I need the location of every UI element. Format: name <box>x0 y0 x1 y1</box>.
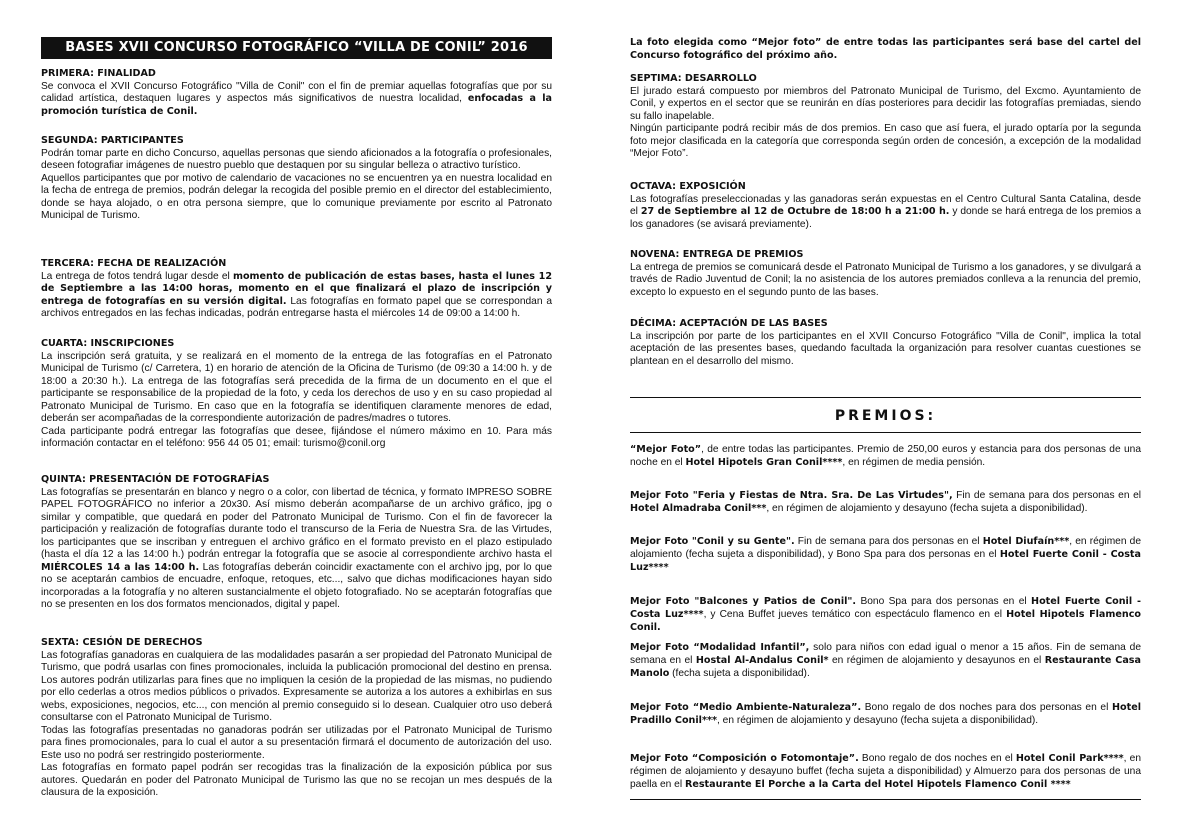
prize-run-bold: Mejor Foto “Medio Ambiente-Naturaleza”. <box>630 702 862 713</box>
prize-run-text: Fin de semana para dos personas en el <box>794 536 983 547</box>
section-heading: CUARTA: INSCRIPCIONES <box>41 338 175 349</box>
prize-item <box>630 641 1141 680</box>
paragraph-run-text: La entrega de fotos tendrá lugar desde el <box>41 270 233 282</box>
section-tercera <box>41 258 552 321</box>
prize-run-text: en régimen de alojamiento y desayunos en el <box>828 655 1045 666</box>
paragraph-run-bold: 27 de Septiembre al 12 de Octubre de 18:00 h a 21:00 h. <box>640 206 950 217</box>
paragraph-run-text: Las fotografías preseleccionadas y las ganadoras serán expuestas en el Centro Cultural Santa Catalina, desde el <box>630 193 1141 217</box>
prize-run-bold: Hotel Conil Park**** <box>1015 753 1124 764</box>
section-sexta <box>41 637 552 800</box>
section-heading: NOVENA: ENTREGA DE PREMIOS <box>630 249 804 260</box>
prize-run-bold: Restaurante Casa Manolo <box>630 655 1141 679</box>
section-paragraph <box>41 487 552 612</box>
prize-run-bold: Mejor Foto "Balcones y Patios de Conil". <box>630 596 857 607</box>
paragraph-run-text: Ningún participante podrá recibir más de dos premios. En caso que así fuera, el jurado optaría por la segunda foto mejor clasificada en la categoría que corresponda según orden de concesión, a excepción de la modalidad “Mejor Foto”. <box>630 123 1141 159</box>
paragraph-run-bold: enfocadas a la promoción turística de Conil. <box>41 93 553 117</box>
paragraph-run-text: Las fotografías ganadoras en cualquiera de las modalidades pasarán a ser propiedad del Patronato Municipal de Turismo, que podrá usarlas con fines promocionales, incluida la publicación promocional del destino en prensa. Los autores podrán utilizarlas para fines que no impliquen la cesión de la propiedad de las mismas, no pudiendo por ello cederlas a otros medios públicos o privados. Expresamente se autoriza a los autores a exhibirlas en sus webs, exposiciones, negocios, etc..., con mención al premio conseguido si lo desean. Cualquier otro uso deberá consultarse con el Patronato Municipal de Turismo. <box>41 649 552 723</box>
prize-run-text: , en régimen de alojamiento y desayuno (fecha sujeta a disponibilidad). <box>717 715 1039 726</box>
prize-run-text: , y Cena Buffet jueves temático con espectáculo flamenco en el <box>703 609 1007 620</box>
paragraph-run-text: Las fotografías en formato papel podrán ser recogidas tras la finalización de la exposición pública por sus autores. Quedarán en poder del Patronato Municipal de Turismo las que no se recojan un mes después de la clausura de la exposición. <box>41 762 552 798</box>
section-paragraph <box>41 426 552 451</box>
section-paragraph <box>41 148 552 173</box>
section-heading: TERCERA: FECHA DE REALIZACIÓN <box>41 258 227 269</box>
section-paragraph <box>41 650 552 725</box>
prize-run-text: (fecha sujeta a disponibilidad). <box>669 668 810 679</box>
prize-run-bold: Hotel Hipotels Flamenco Conil. <box>630 609 1141 633</box>
prize-run-bold: Mejor Foto “Modalidad Infantil”, <box>630 642 810 653</box>
section-paragraph <box>41 762 552 800</box>
section-primera <box>41 68 552 118</box>
paragraph-run-bold: MIÉRCOLES 14 a las 14:00 h. <box>41 561 200 573</box>
prize-item <box>630 535 1141 574</box>
document-title: BASES XVII CONCURSO FOTOGRÁFICO “VILLA DE CONIL” 2016 <box>41 37 552 59</box>
prize-run-bold: Hotel Fuerte Conil - Costa Luz**** <box>630 596 1141 620</box>
paragraph-run-text: Se convoca el XVII Concurso Fotográfico "Villa de Conil" con el fin de premiar aquellas fotografías que por su calidad artística, destaquen lugares y aspectos más significativos de nuestra localidad, <box>41 80 552 104</box>
section-paragraph <box>630 194 1141 232</box>
prize-item <box>630 489 1141 515</box>
section-heading: SEXTA: CESIÓN DE DERECHOS <box>41 637 203 648</box>
section-paragraph <box>630 37 1141 62</box>
prize-run-bold: Hotel Diufaín*** <box>982 536 1070 547</box>
prize-run-bold: Hotel Hipotels Gran Conil**** <box>685 457 843 468</box>
prize-run-text: Fin de semana para dos personas en el <box>952 490 1141 501</box>
section-cuarta <box>41 338 552 451</box>
paragraph-run-text: Aquellos participantes que por motivo de calendario de vacaciones no se encuentren ya en nuestra localidad en la fecha de entrega de premios, podrán delegar la recogida del posible premio en el director del establecimiento, donde se haya alojado, o en otra persona siempre, que lo comunique previamente por escrito al Patronato Municipal de Turismo. <box>41 172 552 221</box>
paragraph-run-text: Las fotografías en formato papel que se correspondan a archivos entregados en las fechas indicadas, podrán entregarse hasta el miércoles 14 de 09:00 a 14:00 h. <box>41 295 552 319</box>
paragraph-run-text: Todas las fotografías presentadas no ganadoras podrán ser utilizadas por el Patronato Municipal de Turismo para fines promocionales, para lo cual el autor a su presentación firmará el documento de autorización del uso. Este uso no podrá ser restringido posteriormente. <box>41 724 552 761</box>
section-paragraph <box>41 81 552 119</box>
divider-bottom <box>630 799 1141 800</box>
premios-heading: PREMIOS: <box>834 408 937 424</box>
paragraph-run-text: Podrán tomar parte en dicho Concurso, aquellas personas que siendo aficionados a la fotografía o profesionales, deseen fotografiar imágenes de nuestro pueblo que destaquen por su singular belleza o atractivo turístico. <box>41 147 552 171</box>
paragraph-run-text: La inscripción por parte de los participantes en el XVII Concurso Fotográfico "Villa de Conil", implica la total aceptación de las presentes bases, quedando facultada la organización para resolver cuantas cuestiones se plantean en el desarrollo del mismo. <box>630 330 1141 367</box>
section-paragraph <box>630 123 1141 161</box>
prize-item <box>630 443 1141 469</box>
prize-run-text: Bono regalo de dos noches para dos personas en el <box>861 702 1112 713</box>
section-octava <box>630 181 1141 231</box>
paragraph-run-text: Las fotografías deberán coincidir exactamente con el archivo jpg, por lo que no se aceptarán cambios de encuadre, enfoque, retoques, etc..., salvo que dichas modificaciones hayan sido incorporadas a la fotografía y no alteren sustancialmente el objeto fotografiado. No se aceptarán fotografías que no se presenten en los dos formatos mencionados, digital y papel. <box>41 561 552 610</box>
paragraph-run-bold: momento de publicación de estas bases, hasta el lunes 12 de Septiembre a las 14:00 horas, momento en el que finalizará el plazo de inscripción y entrega de fotografías en su versión digital. <box>41 270 552 307</box>
paragraph-run-text: El jurado estará compuesto por miembros del Patronato Municipal de Turismo, del Excmo. Ayuntamiento de Conil, y expertos en el sector que se reunirán en días posteriores para decidir las fotografías premiadas, siendo su fallo inapelable. <box>630 85 1141 122</box>
paragraph-run-text: Cada participante podrá entregar las fotografías que desee, fijándose el número máximo en 10. Para más información contactar en el teléfono: 956 44 05 01; email: turismo@conil.org <box>41 425 552 449</box>
prize-run-bold: Restaurante El Porche a la Carta del Hotel Hipotels Flamenco Conil **** <box>684 779 1071 790</box>
paragraph-run-text: Las fotografías se presentarán en blanco y negro o a color, con libertad de técnica, y formato IMPRESO SOBRE PAPEL FOTOGRÁFICO no inferior a 20x30. Así mismo deberán acompañarse de un archivo gráfico, jpg o similar y compatible, que quedará en poder del Patronato Municipal de Turismo. Con el fin de favorecer la participación y realización de fotografías durante todo el transcurso de la Feria de Nuestra Sra. de las Virtudes, los participantes que se inscriban y entreguen el archivo gráfico en el formato previsto en el plazo estipulado (hasta el día 12 a las 14:00 h.) podrán entregar la fotografía que se asocie al correspondiente archivo hasta el <box>41 486 552 560</box>
prize-run-bold: Hotel Pradillo Conil*** <box>630 702 1141 726</box>
prize-run-text: , en régimen de media pensión. <box>842 457 986 468</box>
section-decima <box>630 318 1141 368</box>
section-paragraph <box>41 173 552 223</box>
divider-top <box>630 397 1141 398</box>
prize-run-text: solo para niños con edad igual o menor a 15 años. Fin de semana de semana en el <box>630 642 1141 666</box>
prize-run-text: Bono regalo de dos noches en el <box>858 753 1016 764</box>
section-heading: SEPTIMA: DESARROLLO <box>630 73 757 84</box>
divider-premios <box>630 432 1141 433</box>
paragraph-run-text: La entrega de premios se comunicará desde el Patronato Municipal de Turismo a los ganadores, y se divulgará a través de Radio Juventud de Conil; la no asistencia de los autores premiados conlleva a la renuncia del premio, excepto lo expuesto en el segundo punto de las bases. <box>630 261 1141 298</box>
prize-run-text: , en régimen de alojamiento (fecha sujeta a disponibilidad), y Bono Spa para dos personas en el <box>630 536 1141 560</box>
prize-run-bold: Mejor Foto “Composición o Fotomontaje”. <box>630 753 859 764</box>
paragraph-run-text: La inscripción será gratuita, y se realizará en el momento de la entrega de las fotografías en el Patronato Municipal de Turismo (c/ Carretera, 1) en horario de atención de la Oficina de Turismo (de 09:30 a 14:00 h. y de 18:00 a 20:30 h.). La entrega de las fotografías será precedida de la firma de un documento en el que el participante se responsabilice de la propiedad de la foto, y ceda los derechos de uso y en su caso propiedad al Patronato Municipal de Turismo. En caso que en la fotografía se identifiquen claramente menores de edad, deberán ser acompañadas de la correspondiente autorización de padres/madres o tutores. <box>41 350 552 424</box>
prize-item <box>630 701 1141 727</box>
section-heading: DÉCIMA: ACEPTACIÓN DE LAS BASES <box>630 318 828 329</box>
section-mejor-foto-note <box>630 37 1141 62</box>
section-paragraph <box>41 725 552 763</box>
prize-run-bold: Mejor Foto "Feria y Fiestas de Ntra. Sra. De Las Virtudes", <box>630 490 953 501</box>
section-septima <box>630 73 1141 161</box>
section-paragraph <box>41 351 552 426</box>
prize-item <box>630 752 1141 791</box>
prize-run-text: , de entre todas las participantes. Premio de 250,00 euros y estancia para dos personas de una noche en el <box>630 444 1141 468</box>
prize-run-bold: “Mejor Foto” <box>630 444 702 455</box>
paragraph-run-text: y donde se hará entrega de los premios a los ganadores (se avisará previamente). <box>630 206 1141 230</box>
section-novena <box>630 249 1141 299</box>
section-heading: SEGUNDA: PARTICIPANTES <box>41 135 184 146</box>
prize-item <box>630 595 1141 634</box>
prize-run-bold: Hotel Fuerte Conil - Costa Luz**** <box>630 549 1141 573</box>
section-paragraph <box>630 262 1141 300</box>
section-paragraph <box>630 86 1141 124</box>
section-heading: OCTAVA: EXPOSICIÓN <box>630 181 746 192</box>
prize-run-text: Bono Spa para dos personas en el <box>856 596 1032 607</box>
prize-run-bold: Hostal Al-Andalus Conil* <box>695 655 829 666</box>
section-heading: PRIMERA: FINALIDAD <box>41 68 156 79</box>
prize-run-text: , en régimen de alojamiento y desayuno (fecha sujeta a disponibilidad). <box>766 503 1088 514</box>
prize-run-bold: Mejor Foto "Conil y su Gente". <box>630 536 795 547</box>
section-segunda <box>41 135 552 223</box>
section-paragraph <box>630 331 1141 369</box>
section-paragraph <box>41 271 552 321</box>
section-heading: QUINTA: PRESENTACIÓN DE FOTOGRAFÍAS <box>41 474 270 485</box>
paragraph-run-bold: La foto elegida como “Mejor foto” de entre todas las participantes será base del cartel del Concurso fotográfico del próximo año. <box>630 37 1141 61</box>
section-quinta <box>41 474 552 612</box>
prize-run-bold: Hotel Almadraba Conil*** <box>630 503 767 514</box>
prize-run-text: , en régimen de alojamiento y desayuno buffet (fecha sujeta a disponibilidad) y Almuerzo para dos personas de una paella en el <box>630 753 1141 790</box>
